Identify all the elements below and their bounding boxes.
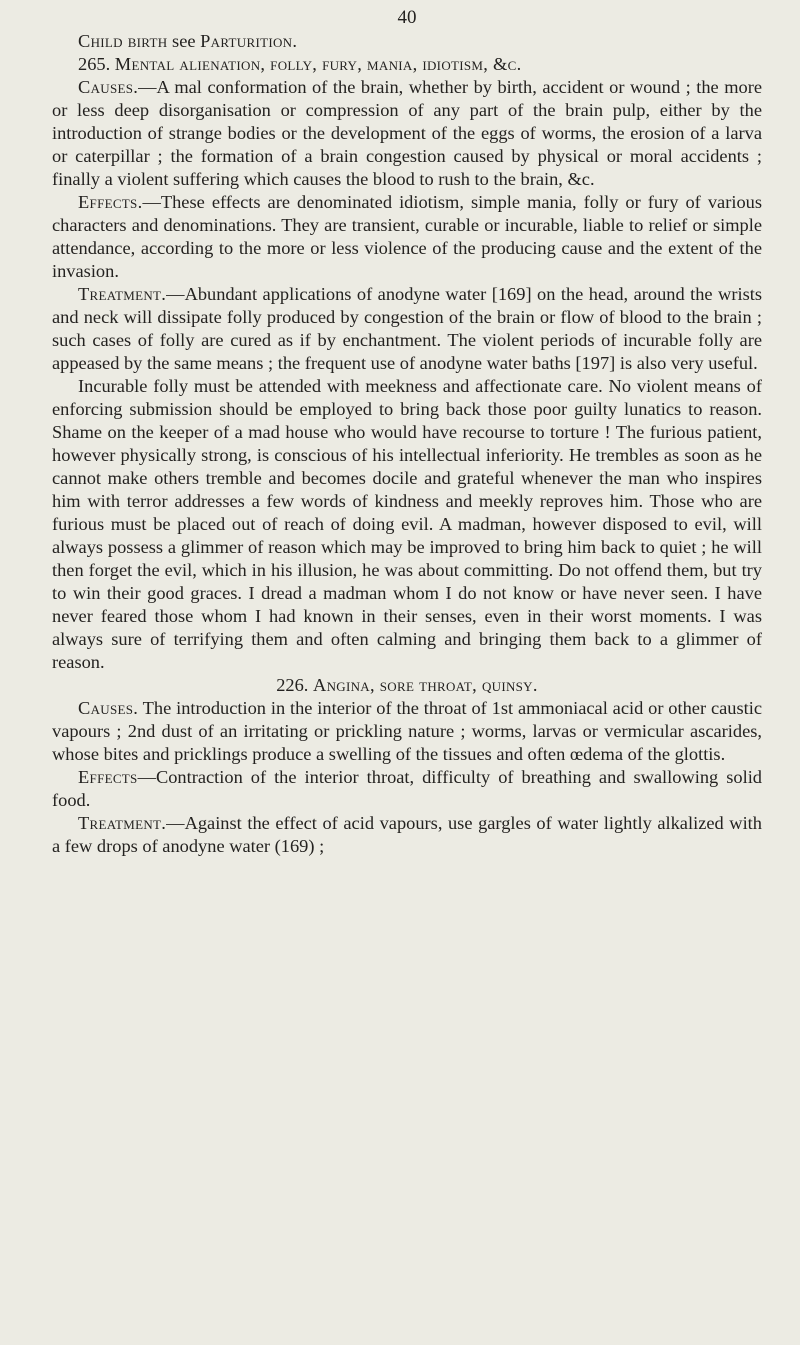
- cross-reference: [52, 30, 762, 53]
- section-226-effects: [52, 766, 762, 812]
- paragraph-label: Causes.: [78, 77, 139, 97]
- section-226-treatment: [52, 812, 762, 858]
- paragraph-label: Treatment.: [78, 284, 167, 304]
- section-265-causes: [52, 76, 762, 191]
- paragraph-label: Causes.: [78, 698, 139, 718]
- paragraph-text: —A mal conformation of the brain, whether by birth, accident or wound ; the more or less deep disorganisation or compression of any part of the brain pulp, either by the introduction of strange bodies or the development of the eggs of worms, the erosion of a larva or caterpillar ; the formation of a brain congestion caused by physical or moral accidents ; finally a violent suffering which causes the blood to rush to the brain, &c.: [52, 77, 762, 189]
- xref-term: Child birth: [78, 31, 168, 51]
- paragraph-label: Treatment.: [78, 813, 167, 833]
- section-226-heading: [52, 674, 762, 697]
- paragraph-text: —Against the effect of acid vapours, use gargles of water lightly alkalized with a few drops of anodyne water (169) ;: [52, 813, 762, 856]
- section-265-effects: [52, 191, 762, 283]
- paragraph-text: —Contraction of the interior throat, difficulty of breathing and swallowing solid food.: [52, 767, 762, 810]
- section-title: Mental alienation, folly, fury, mania, idiotism, &c.: [114, 54, 522, 74]
- paragraph-text: Incurable folly must be attended with meekness and affectionate care. No violent means of enforcing submission should be employed to bring back those poor guilty lunatics to reason. Shame on the keeper of a mad house who would have recourse to torture ! The furious patient, however physically strong, is conscious of his intellectual inferiority. He trembles as soon as he cannot make others tremble and becomes docile and grateful whenever the man who inspires him with terror addresses a few words of kindness and meekly reproves him. Those who are furious must be placed out of reach of doing evil. A madman, however disposed to evil, will always possess a glimmer of reason which may be improved to bring him back to quiet ; he will then forget the evil, which in his illusion, he was about committing. Do not offend them, but try to win their good graces. I dread a madman whom I do not know or have never seen. I have never feared those whom I had known in their senses, even in their worst moments. I was always sure of terrifying them and often calming and bringing them back to a glimmer of reason.: [52, 376, 762, 672]
- xref-see: see: [172, 31, 196, 51]
- section-265-heading: [52, 53, 762, 76]
- page-number: 40: [397, 7, 417, 28]
- paragraph-text: The introduction in the interior of the throat of 1st ammoniacal acid or other caustic vapours ; 2nd dust of an irritating or prickling nature ; worms, larvas or vermicular ascarides, whose bites and pricklings produce a swelling of the tissues and often œdema of the glottis.: [52, 698, 762, 764]
- section-226-causes: [52, 697, 762, 766]
- xref-target: Parturition.: [200, 31, 298, 51]
- paragraph-text: —Abundant applications of anodyne water [169] on the head, around the wrists and neck will dissipate folly produced by congestion of the brain or flow of blood to the brain ; such cases of folly are cured as if by enchantment. The violent periods of incurable folly are appeased by the same means ; the frequent use of anodyne water baths [197] is also very useful.: [52, 284, 762, 373]
- section-title: Angina, sore throat, quinsy.: [313, 675, 538, 695]
- section-number: 265.: [78, 54, 111, 74]
- section-265-care: [52, 375, 762, 674]
- section-265-treatment: [52, 283, 762, 375]
- paragraph-label: Effects.: [78, 192, 143, 212]
- paragraph-label: Effects: [78, 767, 138, 787]
- section-number: 226.: [276, 675, 309, 695]
- paragraph-text: —These effects are denominated idiotism, simple mania, folly or fury of various characters and denominations. They are transient, curable or incurable, liable to relief or simple attendance, according to the more or less violence of the producing cause and the extent of the invasion.: [52, 192, 762, 281]
